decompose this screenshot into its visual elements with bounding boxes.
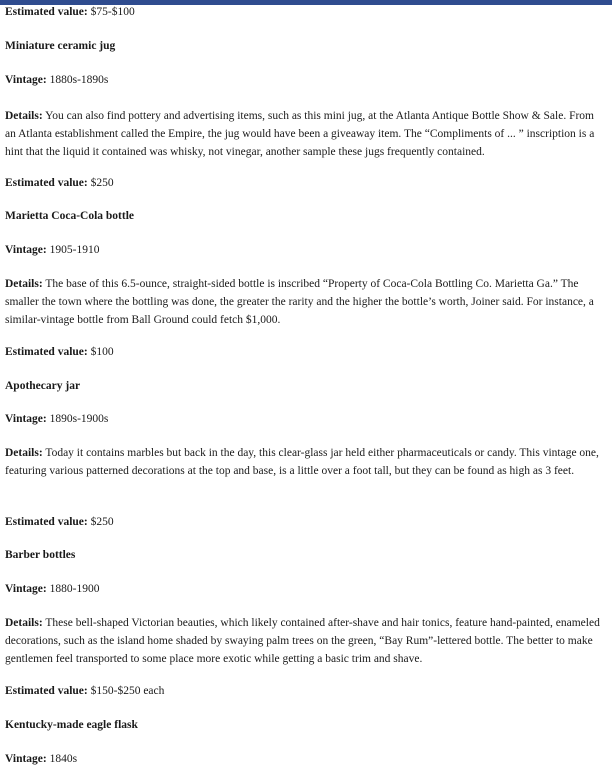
details-label: Details: [5, 110, 43, 122]
details-paragraph [5, 444, 607, 480]
vintage-line [5, 750, 607, 768]
estimated-value: $150-$250 each [90, 685, 165, 697]
estimated-value: $250 [90, 177, 114, 189]
details-label: Details: [5, 278, 43, 290]
details-label: Details: [5, 617, 43, 629]
details-paragraph [5, 107, 607, 161]
details-text: These bell-shaped Victorian beauties, which likely contained after-shave and hair tonics, feature hand-painted, enameled decorations, such as the island home shaded by swaying palm trees on the green, “Bay Rum”-lettered bottle. The better to make gentlemen feel transported to some place more exotic while getting a basic trim and shave. [5, 617, 600, 665]
vintage-label: Vintage: [5, 753, 47, 765]
estimated-value-label: Estimated value: [5, 6, 88, 18]
vintage-line [5, 241, 607, 259]
vintage-value: 1880s-1890s [49, 74, 109, 86]
vintage-line [5, 71, 607, 89]
vintage-value: 1905-1910 [49, 244, 100, 256]
vintage-label: Vintage: [5, 74, 47, 86]
vintage-label: Vintage: [5, 413, 47, 425]
estimated-value-line [5, 343, 607, 361]
item-title: Marietta Coca-Cola bottle [5, 210, 135, 222]
vintage-line [5, 580, 607, 598]
estimated-value: $100 [90, 346, 114, 358]
details-text: The base of this 6.5-ounce, straight-sided bottle is inscribed “Property of Coca-Cola Bottling Co. Marietta Ga.” The smaller the town where the bottling was done, the greater the rarity and the higher the bottle’s worth, Joiner said. For instance, a similar-vintage bottle from Ball Ground could fetch $1,000. [5, 278, 594, 326]
estimated-value-label: Estimated value: [5, 177, 88, 189]
vintage-label: Vintage: [5, 583, 47, 595]
item-title: Apothecary jar [5, 380, 81, 392]
vintage-label: Vintage: [5, 244, 47, 256]
details-paragraph [5, 614, 607, 668]
vintage-value: 1840s [49, 753, 78, 765]
estimated-value-line [5, 513, 607, 531]
details-label: Details: [5, 447, 43, 459]
estimated-value-label: Estimated value: [5, 346, 88, 358]
vintage-value: 1880-1900 [49, 583, 100, 595]
estimated-value-line [5, 3, 607, 21]
estimated-value-line [5, 174, 607, 192]
details-text: You can also find pottery and advertising items, such as this mini jug, at the Atlanta Antique Bottle Show & Sale. From an Atlanta establishment called the Empire, the jug would have been a giveaway item. The “Compliments of ... ” inscription is a hint that the liquid it contained was whisky, not vinegar, another sample these jugs frequently contained. [5, 110, 595, 158]
details-text: Today it contains marbles but back in the day, this clear-glass jar held either pharmaceuticals or candy. This vintage one, featuring various patterned decorations at the top and base, is a little over a foot tall, but they can be found as high as 3 feet. [5, 447, 599, 477]
estimated-value-line [5, 682, 607, 700]
vintage-line [5, 410, 607, 428]
estimated-value: $250 [90, 516, 114, 528]
item-title: Kentucky-made eagle flask [5, 719, 138, 731]
item-title: Miniature ceramic jug [5, 40, 116, 52]
details-paragraph [5, 275, 607, 329]
item-title: Barber bottles [5, 549, 76, 561]
vintage-value: 1890s-1900s [49, 413, 109, 425]
estimated-value: $75-$100 [90, 6, 135, 18]
estimated-value-label: Estimated value: [5, 685, 88, 697]
estimated-value-label: Estimated value: [5, 516, 88, 528]
